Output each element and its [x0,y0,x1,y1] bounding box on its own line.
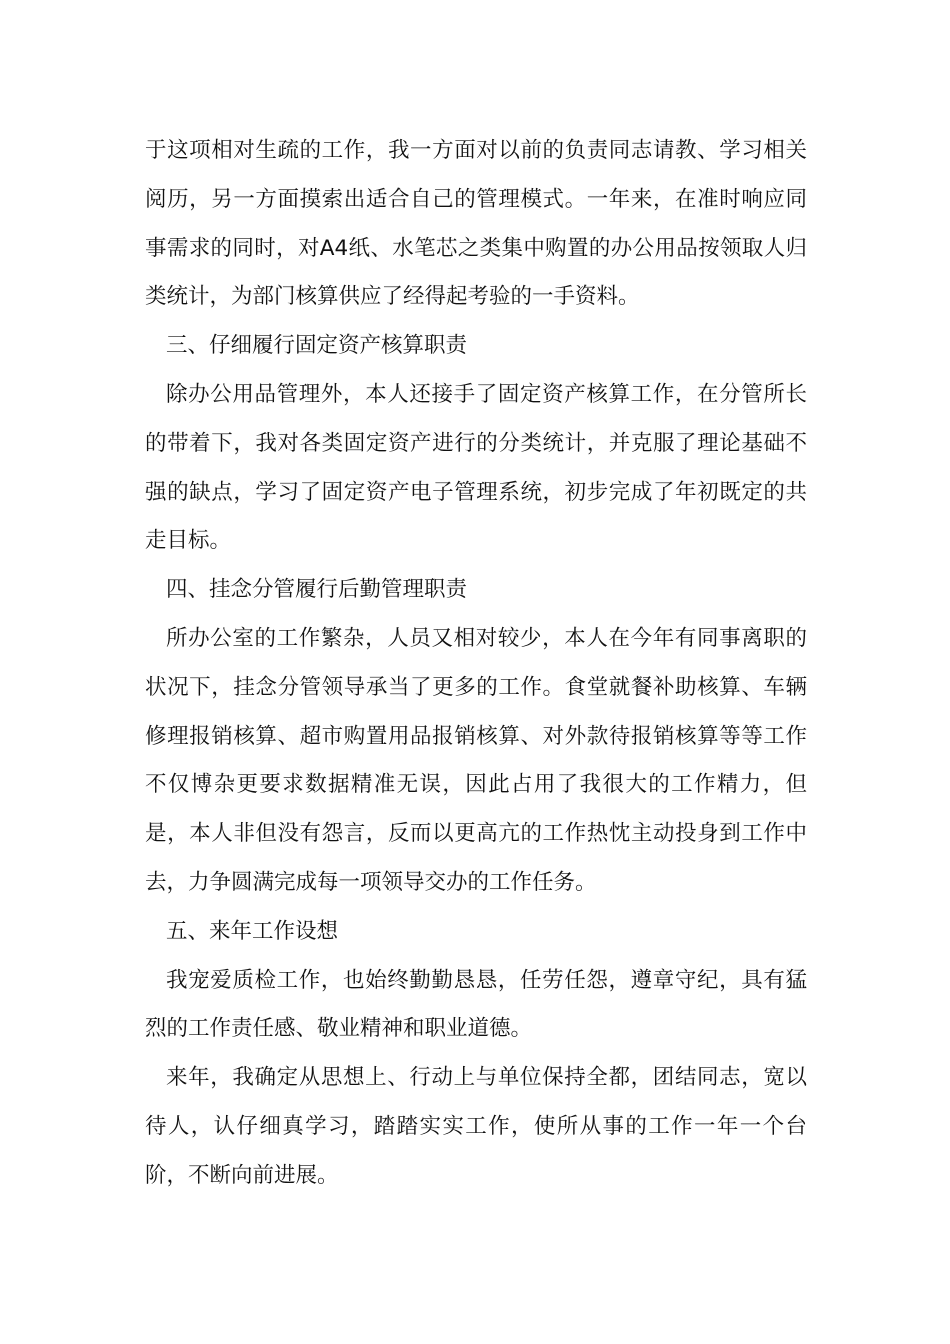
section-heading-logistics: 四、挂念分管履行后勤管理职责 [166,577,468,603]
section-heading-fixed-assets: 三、仔细履行固定资产核算职责 [166,333,468,359]
section-heading-next-year: 五、来年工作设想 [166,918,339,944]
paragraph-fixed-assets: 除办公用品管理外，本人还接手了固定资产核算工作，在分管所长的带着下，我对各类固定资产进行的分类统计，并克服了理论基础不强的缺点，学习了固定资产电子管理系统，初步完成了年初既定的共走目标。 [145,381,807,554]
document-body [145,127,807,1201]
paragraph-office-supplies: 于这项相对生疏的工作，我一方面对以前的负责同志请教、学习相关阅历，另一方面摸索出适合自己的管理模式。一年来，在准时响应同事需求的同时，对A4纸、水笔芯之类集中购置的办公用品按领取人归类统计，为部门核算供应了经得起考验的一手资料。 [145,138,807,310]
paragraph-work-attitude: 我宠爱质检工作，也始终勤勤恳恳，任劳任怨，遵章守纪，具有猛烈的工作责任感、敬业精神和职业道德。 [145,967,807,1042]
paragraph-logistics: 所办公室的工作繁杂，人员又相对较少，本人在今年有同事离职的状况下，挂念分管领导承当了更多的工作。食堂就餐补助核算、车辆修理报销核算、超市购置用品报销核算、对外款待报销核算等等工作不仅博杂更要求数据精准无误，因此占用了我很大的工作精力，但是，本人非但没有怨言，反而以更高亢的工作热忱主动投身到工作中去，力争圆满完成每一项领导交办的工作任务。 [145,625,807,895]
paragraph-next-year-plan: 来年，我确定从思想上、行动上与单位保持全都，团结同志，宽以待人，认仔细真学习，踏踏实实工作，使所从事的工作一年一个台阶，不断向前进展。 [145,1065,807,1188]
